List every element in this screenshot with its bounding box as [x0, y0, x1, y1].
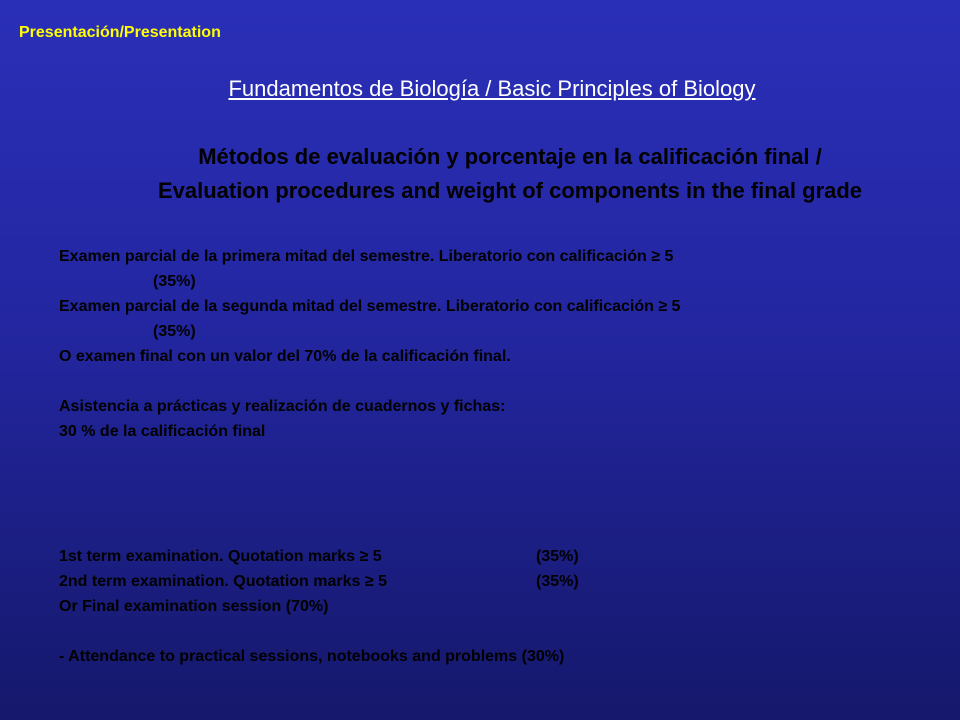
spanish-evaluation-list	[59, 244, 939, 444]
spacer	[59, 619, 939, 644]
term2-text: 2nd term examination. Quotation marks ≥ 5	[59, 573, 387, 590]
term1-text: 1st term examination. Quotation marks ≥ 5	[59, 548, 382, 565]
practicals-weight: 30 % de la calificación final	[59, 423, 266, 440]
spacer	[59, 369, 939, 394]
term1-weight: (35%)	[536, 548, 579, 565]
header-tag: Presentación/Presentation	[19, 24, 221, 41]
exam1-text: Examen parcial de la primera mitad del semestre. Liberatorio con calificación ≥ 5	[59, 248, 674, 265]
course-title: Fundamentos de Biología / Basic Principles of Biology	[228, 76, 756, 101]
practicals-text: Asistencia a prácticas y realización de cuadernos y fichas:	[59, 398, 506, 415]
exam1-weight: (35%)	[153, 273, 196, 290]
section-heading-line-1: Métodos de evaluación y porcentaje en la calificación final /	[198, 144, 822, 169]
term1-row	[59, 544, 939, 569]
final-exam-text: O examen final con un valor del 70% de la calificación final.	[59, 348, 511, 365]
attendance-text: - Attendance to practical sessions, notebooks and problems (30%)	[59, 648, 565, 665]
english-evaluation-list	[59, 544, 939, 669]
section-heading	[60, 140, 960, 208]
term2-row	[59, 569, 939, 594]
term2-weight: (35%)	[536, 573, 579, 590]
section-heading-line-2: Evaluation procedures and weight of components in the final grade	[157, 178, 863, 203]
exam2-weight: (35%)	[153, 323, 196, 340]
final-session-text: Or Final examination session (70%)	[59, 598, 329, 615]
exam2-text: Examen parcial de la segunda mitad del semestre. Liberatorio con calificación ≥ 5	[59, 298, 681, 315]
